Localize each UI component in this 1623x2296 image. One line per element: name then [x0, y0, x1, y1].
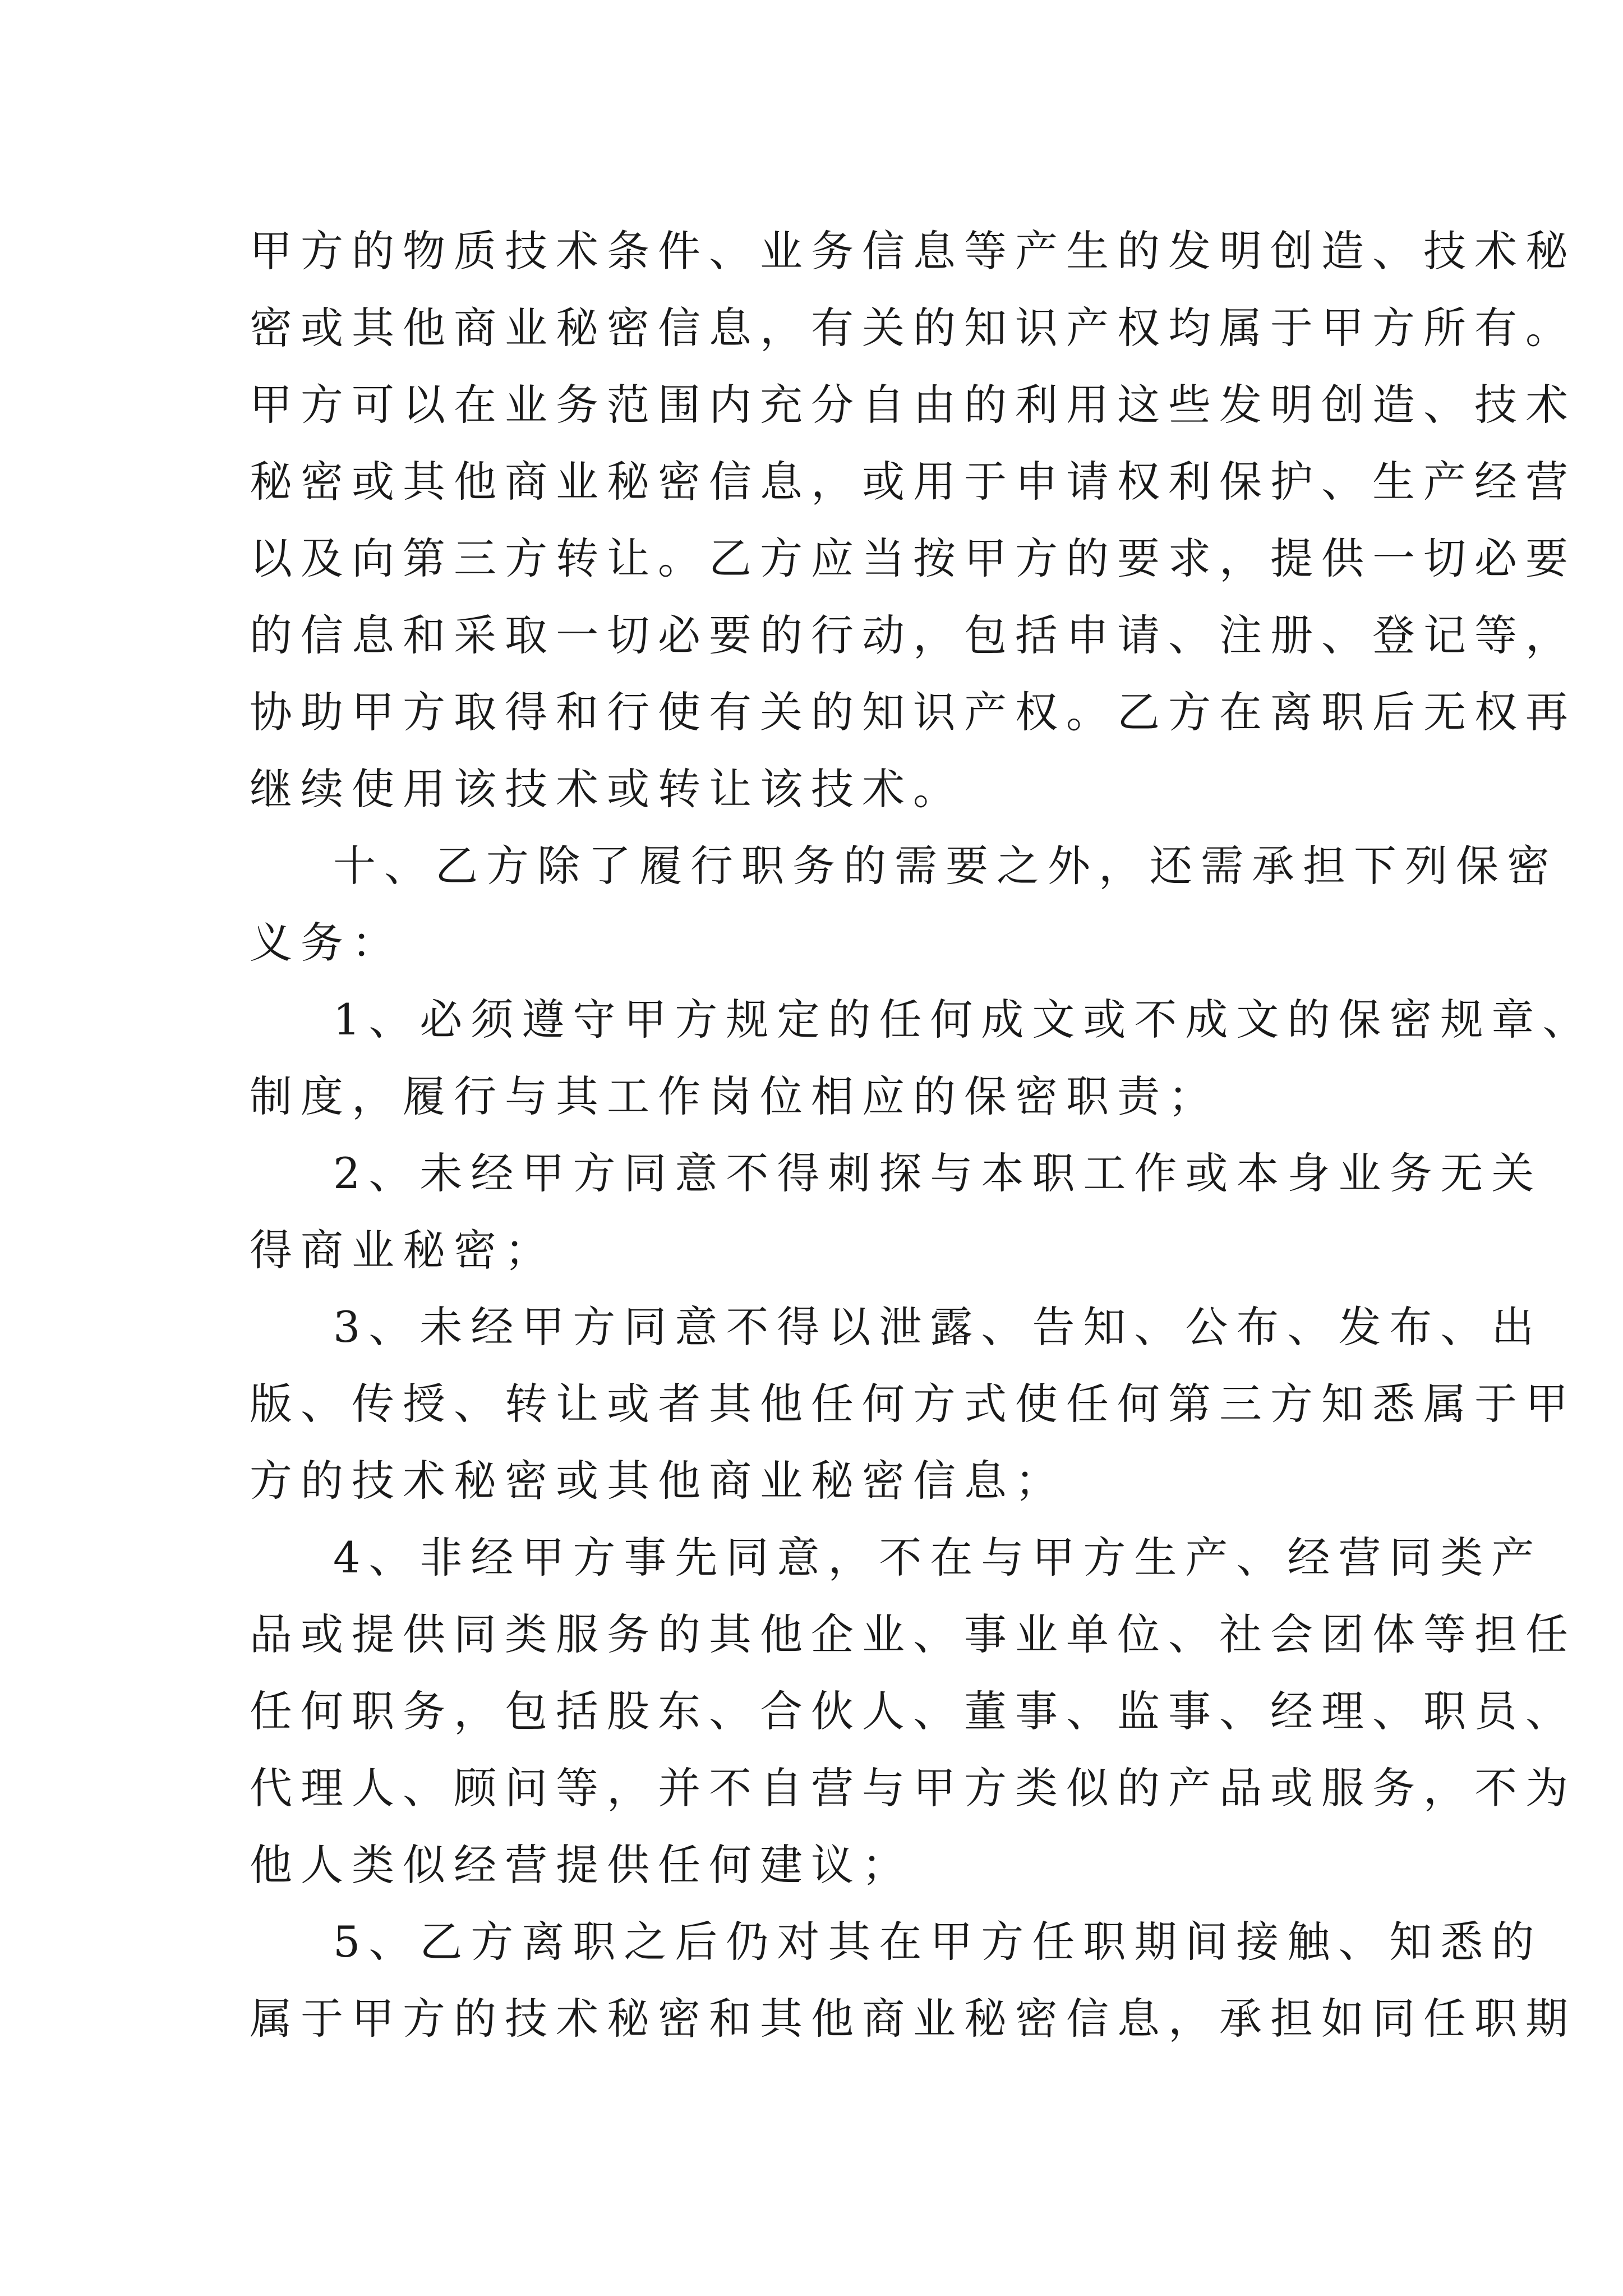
text-line: 甲方的物质技术条件、业务信息等产生的发明创造、技术秘: [250, 226, 1576, 276]
text-line: 密或其他商业秘密信息，有关的知识产权均属于甲方所有。: [250, 303, 1576, 353]
text-line: 继续使用该技术或转让该技术。: [250, 764, 964, 814]
list-item-line: 4、非经甲方事先同意，不在与甲方生产、经营同类产: [333, 1533, 1543, 1582]
text-line: 甲方可以在业务范围内充分自由的利用这些发明创造、技术: [250, 380, 1576, 430]
list-item-line: 1、必须遵守甲方规定的任何成文或不成文的保密规章、: [333, 995, 1594, 1045]
text-line: 品或提供同类服务的其他企业、事业单位、社会团体等担任: [250, 1609, 1576, 1659]
text-line: 属于甲方的技术秘密和其他商业秘密信息，承担如同任职期: [250, 1994, 1576, 2044]
text-line: 得商业秘密；: [250, 1225, 556, 1275]
text-line: 方的技术秘密或其他商业秘密信息；: [250, 1456, 1066, 1506]
text-line: 义务：: [250, 918, 403, 968]
text-line: 代理人、顾问等，并不自营与甲方类似的产品或服务，不为: [250, 1763, 1576, 1813]
text-line: 以及向第三方转让。乙方应当按甲方的要求，提供一切必要: [250, 533, 1576, 583]
list-item-line: 2、未经甲方同意不得刺探与本职工作或本身业务无关: [333, 1148, 1543, 1198]
section-heading-line: 十、乙方除了履行职务的需要之外，还需承担下列保密: [333, 841, 1558, 891]
text-line: 他人类似经营提供任何建议；: [250, 1840, 913, 1890]
text-line: 版、传授、转让或者其他任何方式使任何第三方知悉属于甲: [250, 1379, 1576, 1429]
text-line: 的信息和采取一切必要的行动，包括申请、注册、登记等，: [250, 610, 1576, 660]
list-item-line: 5、乙方离职之后仍对其在甲方任职期间接触、知悉的: [333, 1917, 1543, 1967]
list-item-line: 3、未经甲方同意不得以泄露、告知、公布、发布、出: [333, 1302, 1543, 1352]
text-line: 制度，履行与其工作岗位相应的保密职责；: [250, 1071, 1219, 1121]
text-line: 秘密或其他商业秘密信息，或用于申请权利保护、生产经营: [250, 457, 1576, 507]
text-line: 协助甲方取得和行使有关的知识产权。乙方在离职后无权再: [250, 687, 1576, 737]
text-line: 任何职务，包括股东、合伙人、董事、监事、经理、职员、: [250, 1686, 1576, 1736]
